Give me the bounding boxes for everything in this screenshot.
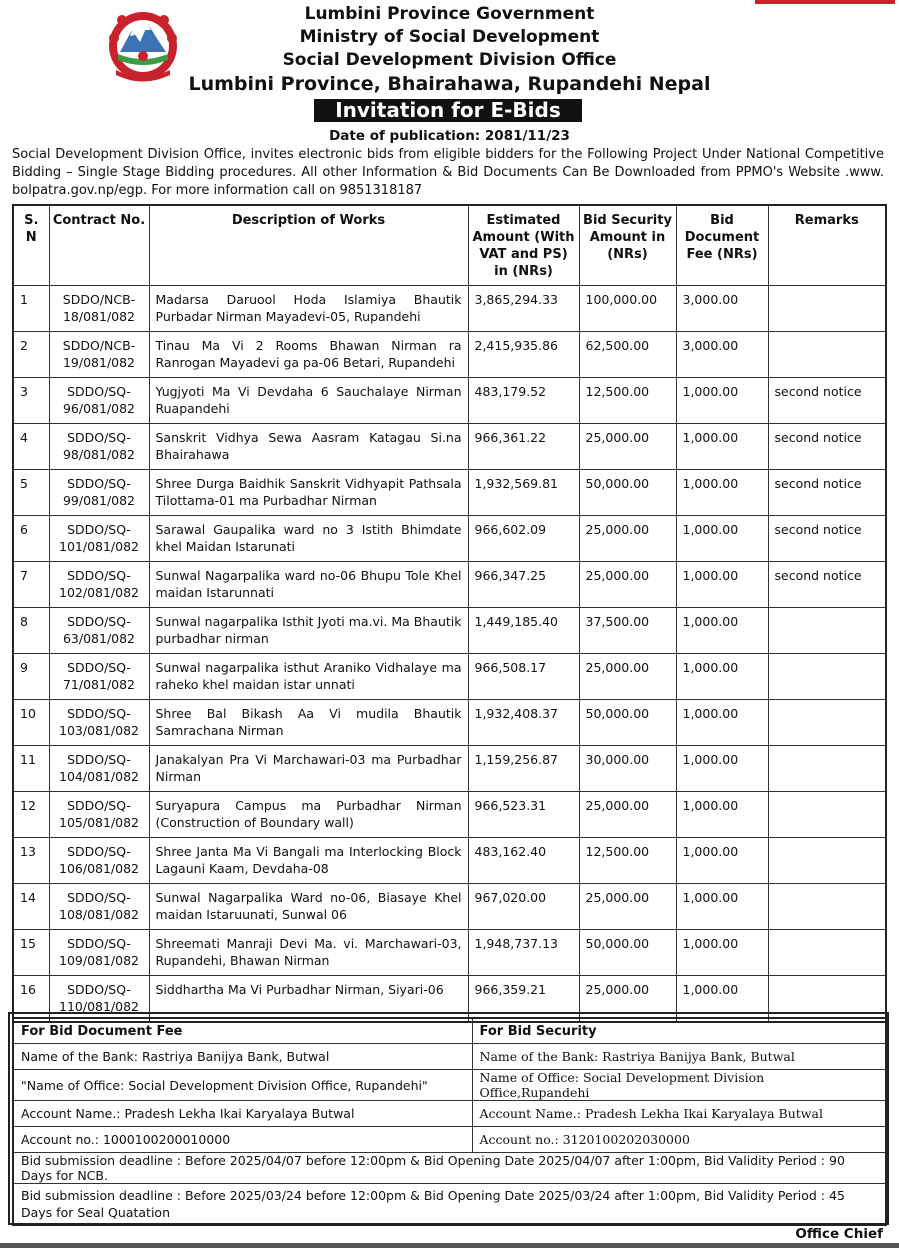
cell-remarks <box>768 746 886 792</box>
cell-fee: 1,000.00 <box>676 608 768 654</box>
cell-description: Sanskrit Vidhya Sewa Aasram Katagau Si.na Bhairahawa <box>149 424 468 470</box>
cell-estimate: 483,179.52 <box>468 378 579 424</box>
cell-contract-no: SDDO/SQ-102/081/082 <box>49 562 149 608</box>
cell-security: 25,000.00 <box>579 976 676 1023</box>
table-row <box>13 930 886 976</box>
cell-remarks <box>768 930 886 976</box>
col-header-fee: Bid Document Fee (NRs) <box>676 205 768 286</box>
cell-sn: 9 <box>13 654 49 700</box>
cell-sn: 5 <box>13 470 49 516</box>
table-row <box>13 516 886 562</box>
cell-remarks: second notice <box>768 424 886 470</box>
cell-sn: 16 <box>13 976 49 1023</box>
cell-sn: 7 <box>13 562 49 608</box>
cell-fee: 1,000.00 <box>676 930 768 976</box>
table-row <box>13 332 886 378</box>
cell-sn: 4 <box>13 424 49 470</box>
cell-sn: 8 <box>13 608 49 654</box>
cell-contract-no: SDDO/SQ-98/081/082 <box>49 424 149 470</box>
cell-description: Sarawal Gaupalika ward no 3 Istith Bhimdate khel Maidan Istarunati <box>149 516 468 562</box>
cell-security: 37,500.00 <box>579 608 676 654</box>
cell-remarks <box>768 700 886 746</box>
cell-description: Madarsa Daruool Hoda Islamiya Bhautik Purbadar Nirman Mayadevi-05, Rupandehi <box>149 286 468 332</box>
cell-fee: 1,000.00 <box>676 976 768 1023</box>
security-office-name: Name of Office: Social Development Division Office,Rupandehi <box>472 1070 886 1101</box>
cell-estimate: 483,162.40 <box>468 838 579 884</box>
table-row <box>13 884 886 930</box>
cell-sn: 1 <box>13 286 49 332</box>
cell-contract-no: SDDO/SQ-103/081/082 <box>49 700 149 746</box>
cell-description: Suryapura Campus ma Purbadhar Nirman (Construction of Boundary wall) <box>149 792 468 838</box>
publication-date: Date of publication: 2081/11/23 <box>329 128 570 144</box>
cell-remarks: second notice <box>768 378 886 424</box>
cell-estimate: 3,865,294.33 <box>468 286 579 332</box>
cell-contract-no: SDDO/SQ-71/081/082 <box>49 654 149 700</box>
header-government: Lumbini Province Government <box>304 4 595 24</box>
fee-account-number: Account no.: 1000100200010000 <box>13 1127 472 1153</box>
cell-contract-no: SDDO/SQ-109/081/082 <box>49 930 149 976</box>
cell-estimate: 966,523.31 <box>468 792 579 838</box>
cell-estimate: 1,449,185.40 <box>468 608 579 654</box>
cell-remarks <box>768 838 886 884</box>
cell-description: Yugjyoti Ma Vi Devdaha 6 Sauchalaye Nirman Ruapandehi <box>149 378 468 424</box>
cell-sn: 3 <box>13 378 49 424</box>
cell-contract-no: SDDO/SQ-99/081/082 <box>49 470 149 516</box>
cell-contract-no: SDDO/SQ-106/081/082 <box>49 838 149 884</box>
cell-sn: 6 <box>13 516 49 562</box>
cell-description: Tinau Ma Vi 2 Rooms Bhawan Nirman ra Ranrogan Mayadevi ga pa-06 Betari, Rupandehi <box>149 332 468 378</box>
cell-description: Sunwal Nagarpalika Ward no-06, Biasaye Khel maidan Istaruunati, Sunwal 06 <box>149 884 468 930</box>
header-location: Lumbini Province, Bhairahawa, Rupandehi Nepal <box>188 73 711 95</box>
cell-security: 30,000.00 <box>579 746 676 792</box>
header-office: Social Development Division Office <box>282 50 617 70</box>
cell-sn: 11 <box>13 746 49 792</box>
cell-estimate: 1,948,737.13 <box>468 930 579 976</box>
header-ministry: Ministry of Social Development <box>299 27 600 47</box>
cell-remarks <box>768 884 886 930</box>
cell-security: 12,500.00 <box>579 838 676 884</box>
deadline-ncb: Bid submission deadline : Before 2025/04/07 before 12:00pm & Bid Opening Date 2025/04/07 after 1:00pm, Bid Validity Period : 90 Days for NCB. <box>13 1153 886 1184</box>
bottom-bar <box>0 1243 899 1248</box>
table-row <box>13 562 886 608</box>
cell-description: Sunwal nagarpalika Isthit Jyoti ma.vi. Ma Bhautik purbadhar nirman <box>149 608 468 654</box>
cell-description: Shreemati Manraji Devi Ma. vi. Marchawari-03, Rupandehi, Bhawan Nirman <box>149 930 468 976</box>
cell-estimate: 966,361.22 <box>468 424 579 470</box>
cell-description: Sunwal nagarpalika isthut Araniko Vidhalaye ma raheko khel maidan istar unnati <box>149 654 468 700</box>
cell-contract-no: SDDO/SQ-104/081/082 <box>49 746 149 792</box>
cell-estimate: 1,932,569.81 <box>468 470 579 516</box>
cell-security: 25,000.00 <box>579 792 676 838</box>
cell-sn: 12 <box>13 792 49 838</box>
cell-fee: 1,000.00 <box>676 746 768 792</box>
cell-security: 12,500.00 <box>579 378 676 424</box>
cell-sn: 14 <box>13 884 49 930</box>
cell-fee: 3,000.00 <box>676 286 768 332</box>
cell-fee: 1,000.00 <box>676 562 768 608</box>
cell-estimate: 1,159,256.87 <box>468 746 579 792</box>
cell-security: 25,000.00 <box>579 562 676 608</box>
cell-fee: 3,000.00 <box>676 332 768 378</box>
security-account-number: Account no.: 3120100202030000 <box>472 1127 886 1153</box>
cell-estimate: 966,508.17 <box>468 654 579 700</box>
signature-office-chief: Office Chief <box>795 1226 883 1242</box>
fee-office-name: "Name of Office: Social Development Division Office, Rupandehi" <box>13 1070 472 1101</box>
cell-description: Shree Janta Ma Vi Bangali ma Interlocking Block Lagauni Kaam, Devdaha-08 <box>149 838 468 884</box>
cell-description: Siddhartha Ma Vi Purbadhar Nirman, Siyari-06 <box>149 976 468 1023</box>
table-row <box>13 700 886 746</box>
deadline-seal-quotation: Bid submission deadline : Before 2025/03/24 before 12:00pm & Bid Opening Date 2025/03/24 after 1:00pm, Bid Validity Period : 45 Days for Seal Quatation <box>13 1184 886 1226</box>
cell-remarks <box>768 332 886 378</box>
cell-estimate: 967,020.00 <box>468 884 579 930</box>
table-row <box>13 608 886 654</box>
cell-description: Shree Bal Bikash Aa Vi mudila Bhautik Samrachana Nirman <box>149 700 468 746</box>
cell-contract-no: SDDO/SQ-101/081/082 <box>49 516 149 562</box>
col-header-estimate: Estimated Amount (With VAT and PS) in (NRs) <box>468 205 579 286</box>
security-heading: For Bid Security <box>472 1018 886 1044</box>
cell-security: 100,000.00 <box>579 286 676 332</box>
cell-fee: 1,000.00 <box>676 516 768 562</box>
cell-sn: 10 <box>13 700 49 746</box>
cell-remarks: second notice <box>768 470 886 516</box>
cell-security: 50,000.00 <box>579 470 676 516</box>
cell-estimate: 966,359.21 <box>468 976 579 1023</box>
cell-security: 25,000.00 <box>579 654 676 700</box>
cell-description: Sunwal Nagarpalika ward no-06 Bhupu Tole Khel maidan Istarunnati <box>149 562 468 608</box>
cell-estimate: 966,602.09 <box>468 516 579 562</box>
bank-details-table <box>12 1017 887 1226</box>
table-header-row <box>13 205 886 286</box>
fee-account-name: Account Name.: Pradesh Lekha Ikai Karyalaya Butwal <box>13 1101 472 1127</box>
cell-contract-no: SDDO/NCB-18/081/082 <box>49 286 149 332</box>
cell-security: 50,000.00 <box>579 930 676 976</box>
cell-security: 25,000.00 <box>579 424 676 470</box>
col-header-contract: Contract No. <box>49 205 149 286</box>
cell-fee: 1,000.00 <box>676 470 768 516</box>
cell-contract-no: SDDO/SQ-105/081/082 <box>49 792 149 838</box>
table-row <box>13 838 886 884</box>
fee-heading: For Bid Document Fee <box>13 1018 472 1044</box>
cell-sn: 2 <box>13 332 49 378</box>
cell-contract-no: SDDO/SQ-63/081/082 <box>49 608 149 654</box>
table-row <box>13 654 886 700</box>
cell-contract-no: SDDO/SQ-108/081/082 <box>49 884 149 930</box>
col-header-security: Bid Security Amount in (NRs) <box>579 205 676 286</box>
cell-contract-no: SDDO/SQ-96/081/082 <box>49 378 149 424</box>
cell-remarks <box>768 608 886 654</box>
cell-sn: 13 <box>13 838 49 884</box>
cell-remarks: second notice <box>768 516 886 562</box>
cell-remarks <box>768 654 886 700</box>
cell-remarks <box>768 792 886 838</box>
cell-fee: 1,000.00 <box>676 700 768 746</box>
table-row <box>13 746 886 792</box>
cell-estimate: 2,415,935.86 <box>468 332 579 378</box>
security-account-name: Account Name.: Pradesh Lekha Ikai Karyalaya Butwal <box>472 1101 886 1127</box>
cell-security: 50,000.00 <box>579 700 676 746</box>
cell-fee: 1,000.00 <box>676 838 768 884</box>
security-bank-name: Name of the Bank: Rastriya Banijya Bank, Butwal <box>472 1044 886 1070</box>
cell-fee: 1,000.00 <box>676 378 768 424</box>
cell-contract-no: SDDO/SQ-110/081/082 <box>49 976 149 1023</box>
cell-fee: 1,000.00 <box>676 424 768 470</box>
cell-estimate: 1,932,408.37 <box>468 700 579 746</box>
table-row <box>13 286 886 332</box>
cell-remarks <box>768 286 886 332</box>
col-header-description: Description of Works <box>149 205 468 286</box>
table-row <box>13 378 886 424</box>
intro-paragraph: Social Development Division Office, invites electronic bids from eligible bidders for the Following Project Under National Competitive Bidding – Single Stage Bidding procedures. All other Information & Bid Documents Can Be Downloaded from PPMO's Website .www. bolpatra.gov.np/egp. For more information call on 9851318187 <box>12 147 884 198</box>
cell-estimate: 966,347.25 <box>468 562 579 608</box>
cell-fee: 1,000.00 <box>676 792 768 838</box>
cell-description: Janakalyan Pra Vi Marchawari-03 ma Purbadhar Nirman <box>149 746 468 792</box>
cell-remarks: second notice <box>768 562 886 608</box>
table-row <box>13 792 886 838</box>
fee-bank-name: Name of the Bank: Rastriya Banijya Bank, Butwal <box>13 1044 472 1070</box>
cell-sn: 15 <box>13 930 49 976</box>
cell-contract-no: SDDO/NCB-19/081/082 <box>49 332 149 378</box>
col-header-sn: S. N <box>13 205 49 286</box>
cell-security: 25,000.00 <box>579 884 676 930</box>
notice-title: Invitation for E-Bids <box>314 99 582 122</box>
table-row <box>13 470 886 516</box>
works-table <box>12 204 887 1023</box>
cell-fee: 1,000.00 <box>676 654 768 700</box>
table-row <box>13 424 886 470</box>
col-header-remarks: Remarks <box>768 205 886 286</box>
cell-security: 25,000.00 <box>579 516 676 562</box>
cell-security: 62,500.00 <box>579 332 676 378</box>
cell-fee: 1,000.00 <box>676 884 768 930</box>
cell-description: Shree Durga Baidhik Sanskrit Vidhyapit Pathsala Tilottama-01 ma Purbadhar Nirman <box>149 470 468 516</box>
